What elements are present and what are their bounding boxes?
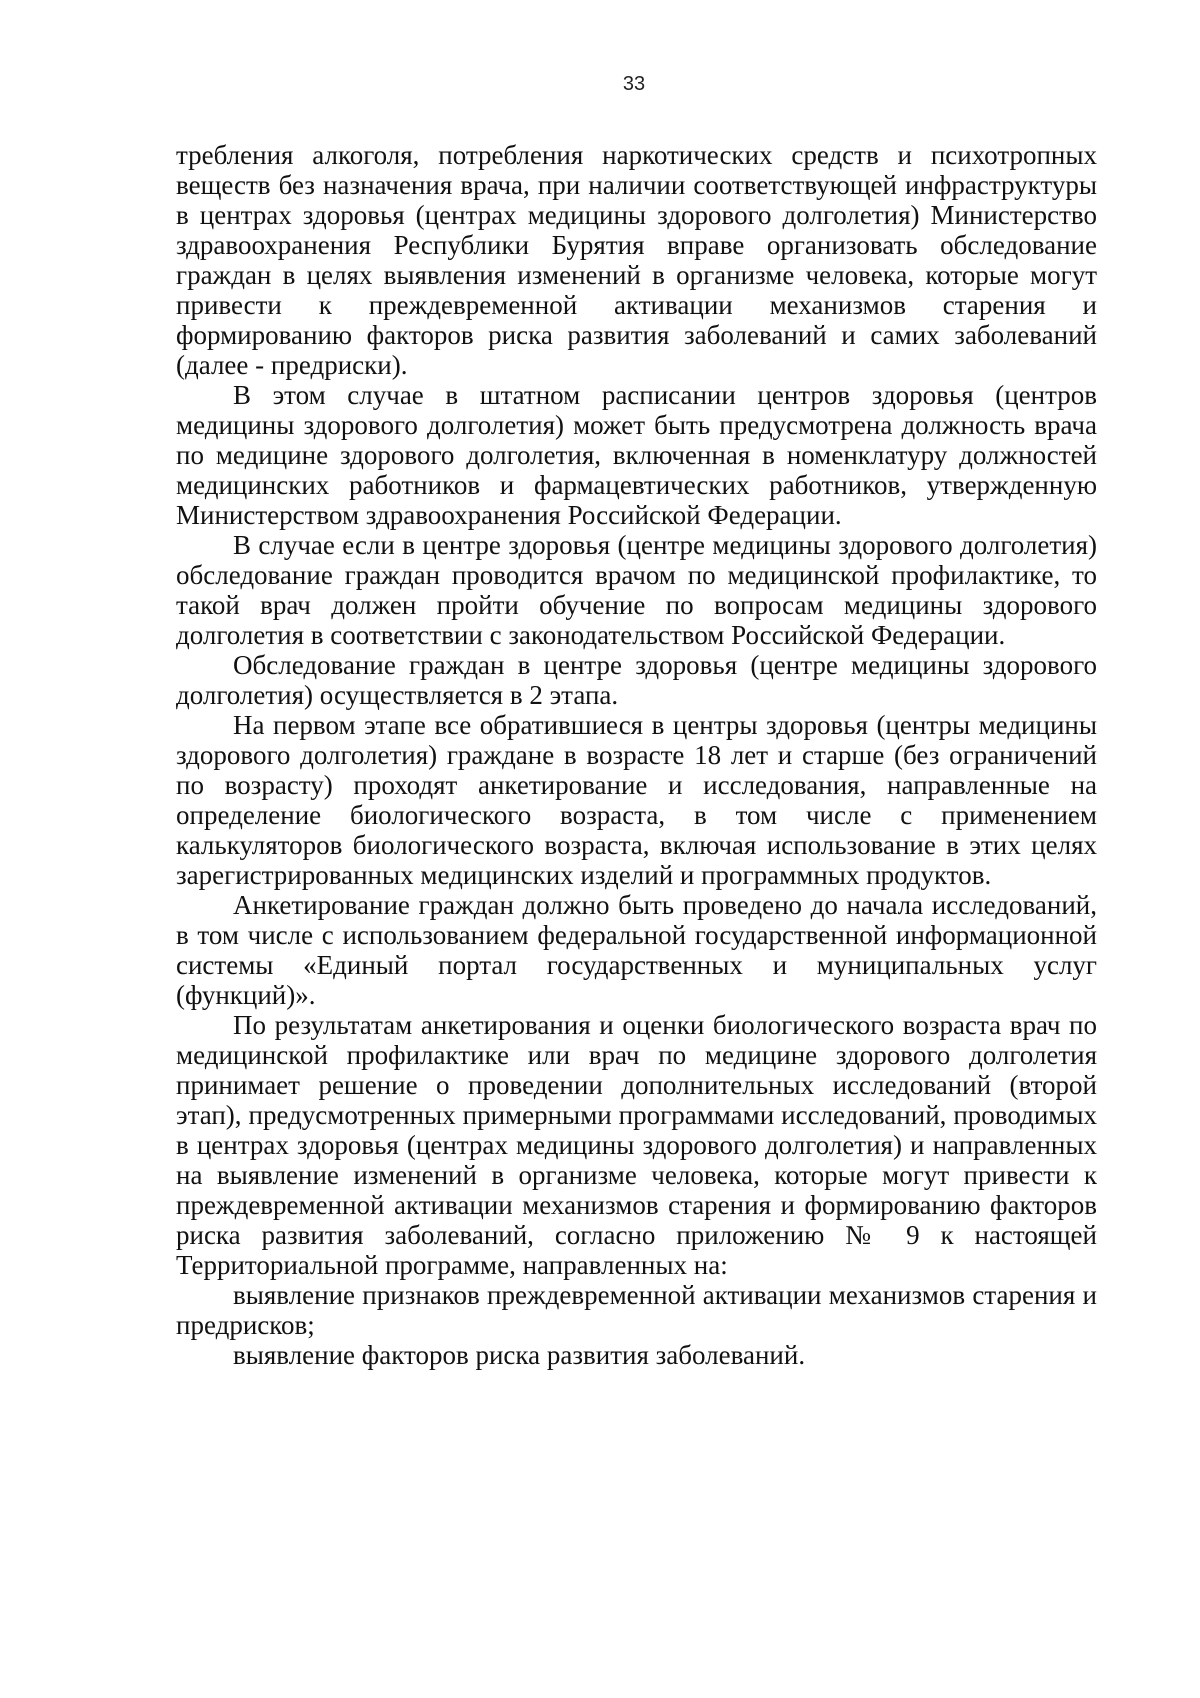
paragraph-list-item-aging: выявление признаков преждевременной активации механизмов старения и предрисков; bbox=[176, 1280, 1097, 1340]
paragraph-first-stage: На первом этапе все обратившиеся в центры здоровья (центры медицины здорового долголетия) граждане в возрасте 18 лет и старше (без ограничений по возрасту) проходят анкетирование и исследования, направленные на определение биологического возраста, в том числе с применением калькуляторов биологического возраста, включая использование в этих целях зарегистрированных медицинских изделий и программных продуктов. bbox=[176, 710, 1097, 890]
document-body bbox=[176, 140, 1097, 1370]
paragraph-questionnaire: Анкетирование граждан должно быть проведено до начала исследований, в том числе с использованием федеральной государственной информационной системы «Единый портал государственных и муниципальных услуг (функций)». bbox=[176, 890, 1097, 1010]
paragraph-results-decision: По результатам анкетирования и оценки биологического возраста врач по медицинской профилактике или врач по медицине здорового долголетия принимает решение о проведении дополнительных исследований (второй этап), предусмотренных примерными программами исследований, проводимых в центрах здоровья (центрах медицины здорового долголетия) и направленных на выявление изменений в организме человека, которые могут привести к преждевременной активации механизмов старения и формированию факторов риска развития заболеваний, согласно приложению № 9 к настоящей Территориальной программе, направленных на: bbox=[176, 1010, 1097, 1280]
paragraph-continuation: требления алкоголя, потребления наркотических средств и психотропных веществ без назначения врача, при наличии соответствующей инфраструктуры в центрах здоровья (центрах медицины здорового долголетия) Министерство здравоохранения Республики Бурятия вправе организовать обследование граждан в целях выявления изменений в организме человека, которые могут привести к преждевременной активации механизмов старения и формированию факторов риска развития заболеваний и самих заболеваний (далее - предриски). bbox=[176, 140, 1097, 380]
paragraph-list-item-risk: выявление факторов риска развития заболеваний. bbox=[233, 1340, 806, 1370]
page-number: 33 bbox=[622, 73, 646, 95]
paragraph-doctor-training: В случае если в центре здоровья (центре медицины здорового долголетия) обследование граждан проводится врачом по медицинской профилактике, то такой врач должен пройти обучение по вопросам медицины здорового долголетия в соответствии с законодательством Российской Федерации. bbox=[176, 530, 1097, 650]
paragraph-staff-position: В этом случае в штатном расписании центров здоровья (центров медицины здорового долголетия) может быть предусмотрена должность врача по медицине здорового долголетия, включенная в номенклатуру должностей медицинских работников и фармацевтических работников, утвержденную Министерством здравоохранения Российской Федерации. bbox=[176, 380, 1097, 530]
paragraph-two-stages: Обследование граждан в центре здоровья (центре медицины здорового долголетия) осуществляется в 2 этапа. bbox=[176, 650, 1097, 710]
